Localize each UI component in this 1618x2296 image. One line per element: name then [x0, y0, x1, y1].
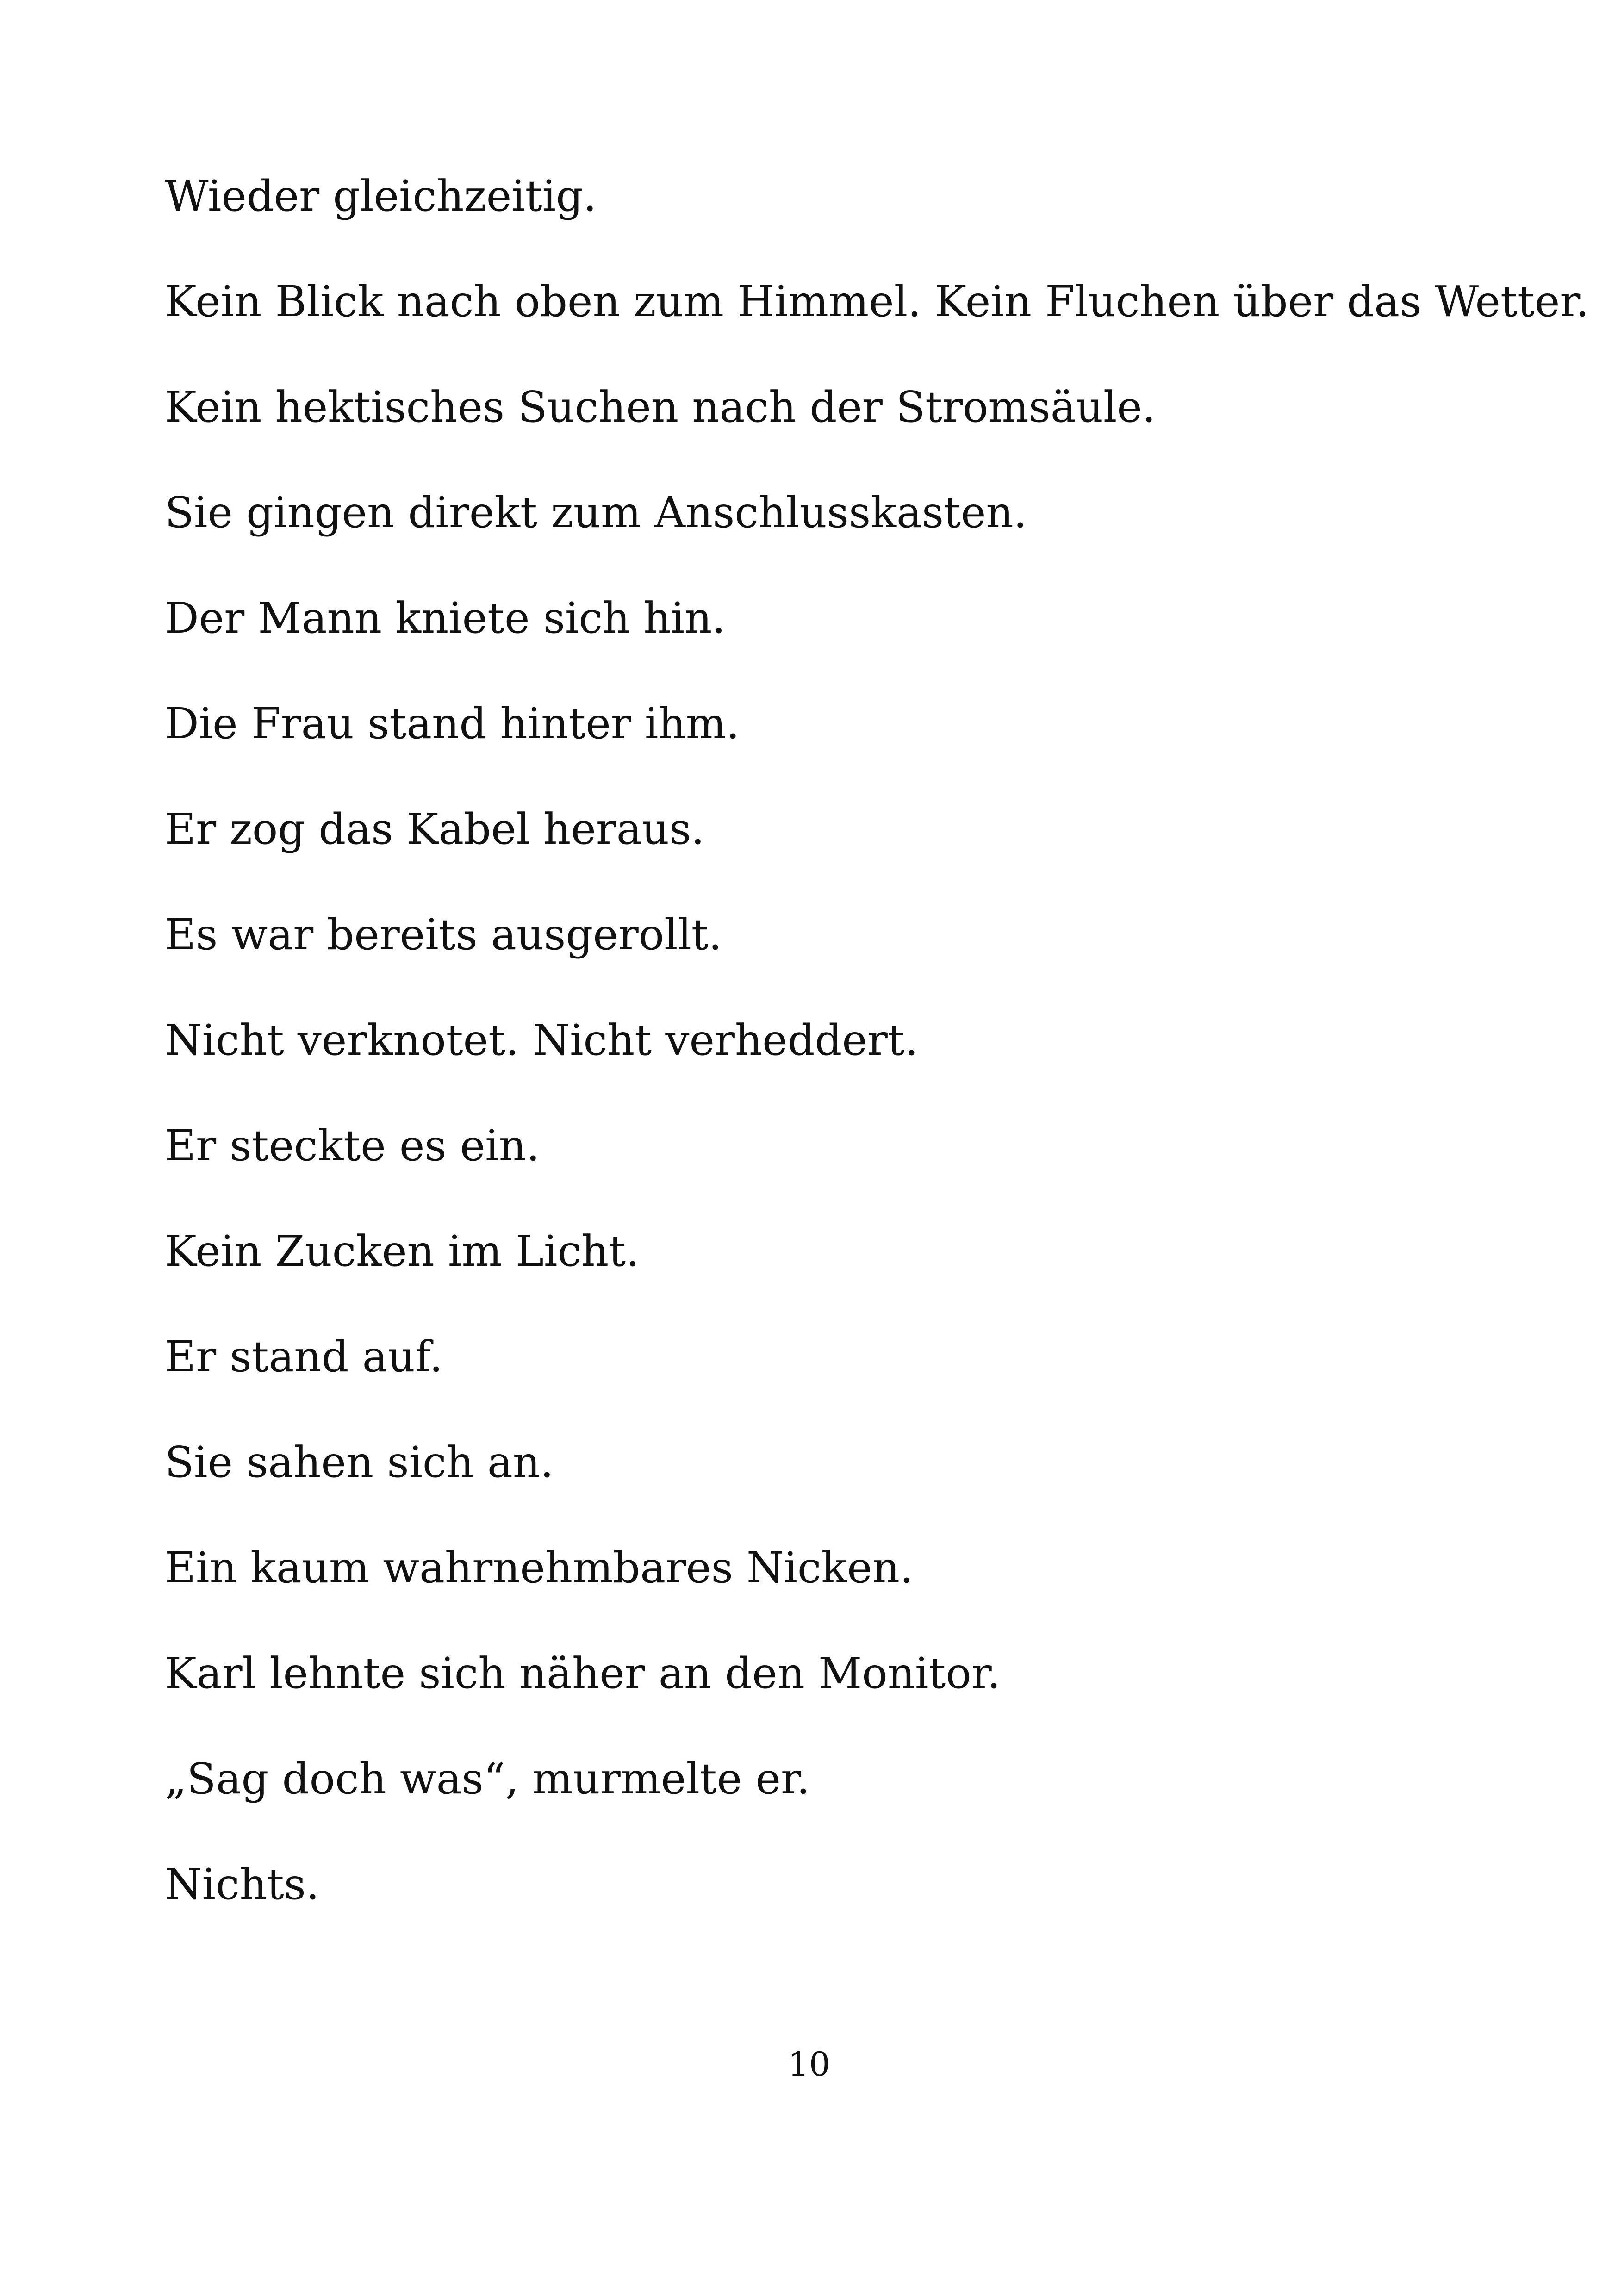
text-line: Wieder gleichzeitig. [165, 171, 597, 221]
text-line: Ein kaum wahrnehmbares Nicken. [165, 1543, 914, 1593]
text-line: Karl lehnte sich näher an den Monitor. [165, 1649, 1001, 1698]
body-text [165, 167, 1589, 1960]
text-line: „Sag doch was“, murmelte er. [165, 1754, 810, 1804]
page-number: 10 [788, 2045, 830, 2084]
text-line: Er steckte es ein. [165, 1121, 540, 1170]
text-line: Er stand auf. [165, 1332, 443, 1381]
text-line: Sie gingen direkt zum Anschlusskasten. [165, 488, 1027, 537]
text-line: Sie sahen sich an. [165, 1437, 554, 1487]
text-line: Die Frau stand hinter ihm. [165, 699, 740, 748]
text-line: Kein Zucken im Licht. [165, 1226, 640, 1276]
text-line: Kein hektisches Suchen nach der Stromsäule. [165, 382, 1156, 432]
text-line: Kein Blick nach oben zum Himmel. Kein Fluchen über das Wetter. [165, 277, 1589, 326]
text-line: Der Mann kniete sich hin. [165, 593, 726, 643]
text-line: Er zog das Kabel heraus. [165, 804, 705, 854]
text-line: Nichts. [165, 1860, 320, 1909]
text-line: Nicht verknotet. Nicht verheddert. [165, 1015, 919, 1065]
text-line: Es war bereits ausgerollt. [165, 910, 722, 959]
